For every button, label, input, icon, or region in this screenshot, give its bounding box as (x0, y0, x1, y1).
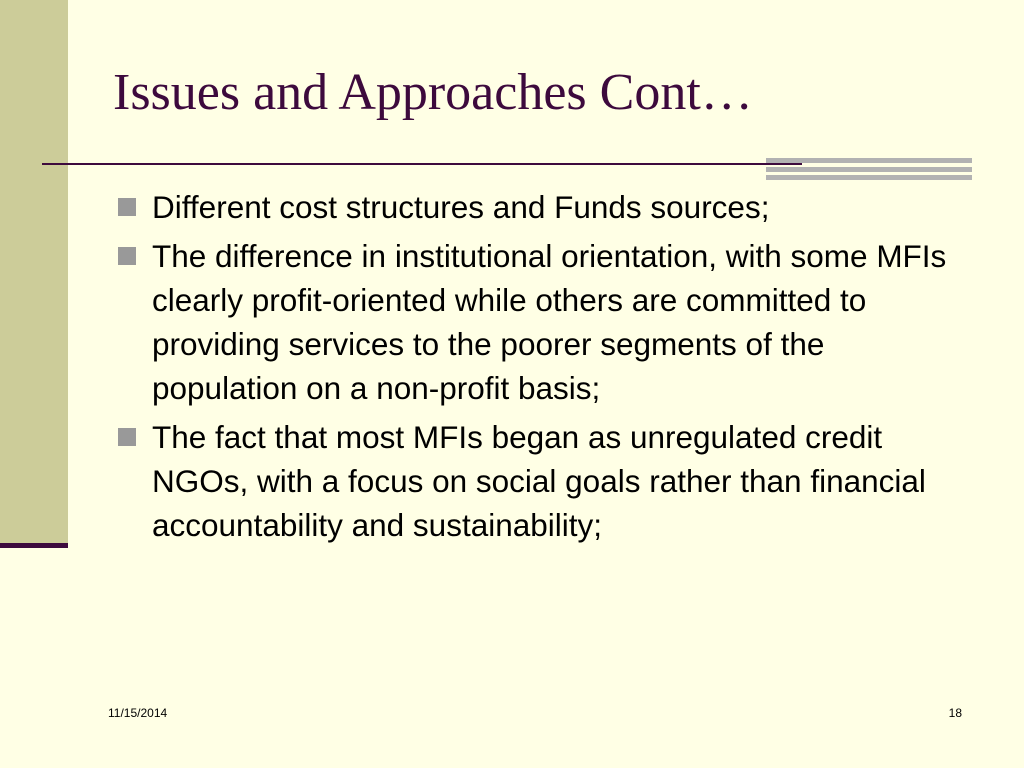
slide-number: 18 (948, 706, 962, 720)
bullet-item (116, 185, 974, 229)
bullet-text: The difference in institutional orientation, with some MFIs clearly profit-oriented while others are committed to providing services to the poorer segments of the population on a non-profit basis; (152, 238, 947, 406)
square-bullet-icon (118, 428, 136, 446)
decorative-gray-bar (766, 167, 972, 172)
slide-title: Issues and Approaches Cont… (113, 64, 753, 121)
square-bullet-icon (118, 198, 136, 216)
footer-date: 11/15/2014 (108, 706, 168, 720)
left-decorative-band (0, 0, 68, 546)
decorative-gray-bar (766, 158, 972, 163)
bullet-item (116, 234, 974, 410)
square-bullet-icon (118, 247, 136, 265)
bullet-item (116, 415, 974, 547)
left-band-underline (0, 543, 68, 548)
bullet-text: Different cost structures and Funds sources; (152, 189, 770, 225)
decorative-gray-bar (766, 175, 972, 180)
bullet-text: The fact that most MFIs began as unregulated credit NGOs, with a focus on social goals rather than financial accountability and sustainability; (152, 419, 926, 543)
title-divider-line (42, 163, 802, 165)
bullet-list (116, 185, 974, 552)
